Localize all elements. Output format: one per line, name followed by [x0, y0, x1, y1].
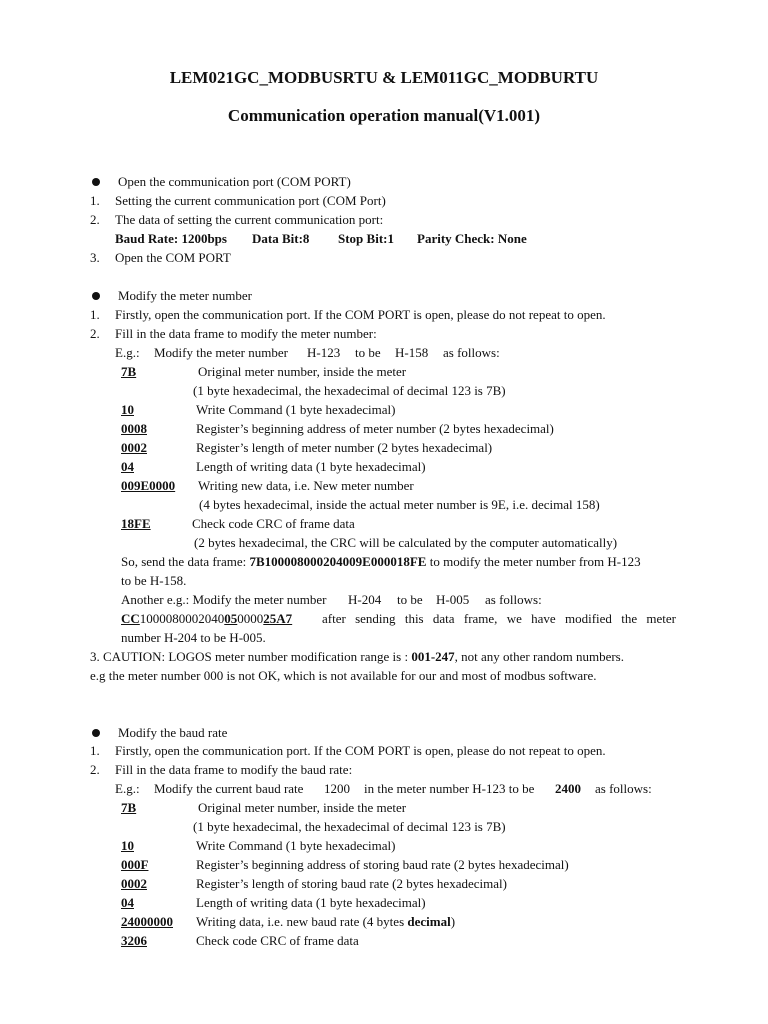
example-text: as follows:	[595, 781, 652, 796]
another-frame-continuation: number H-204 to be H-005.	[121, 630, 266, 645]
frame-description-note: (1 byte hexadecimal, the hexadecimal of decimal 123 is 7B)	[193, 383, 506, 398]
bullet-icon	[92, 729, 100, 737]
meter-range-value: 001-247	[411, 649, 455, 664]
frame-code: 10	[121, 402, 134, 417]
list-number: 1.	[90, 193, 100, 208]
another-example-text: to be	[397, 592, 423, 607]
frame-description: Length of writing data (1 byte hexadecimal)	[196, 895, 426, 910]
list-number: 1.	[90, 743, 100, 758]
setting-stop-bit: Stop Bit:1	[338, 231, 394, 246]
list-item-text: Fill in the data frame to modify the meter number:	[115, 326, 377, 341]
frame-description-note: (4 bytes hexadecimal, inside the actual meter number is 9E, i.e. decimal 158)	[199, 497, 600, 512]
frame-description-note: (2 bytes hexadecimal, the CRC will be calculated by the computer automatically)	[194, 535, 618, 550]
bullet-icon	[92, 178, 100, 186]
caution-note: e.g the meter number 000 is not OK, which is not available for our and most of modbus software.	[90, 668, 597, 683]
frame-code: 04	[121, 459, 134, 474]
example-label: E.g.:	[115, 781, 140, 796]
list-item-text: Open the COM PORT	[115, 250, 231, 265]
frame-description: Write Command (1 byte hexadecimal)	[196, 838, 396, 853]
frame-code: 04	[121, 895, 134, 910]
send-frame-line: So, send the data frame: 7B100008000204009E000018FE to modify the meter number from H-123	[121, 554, 641, 569]
frame-description: Register’s length of meter number (2 bytes hexadecimal)	[196, 440, 493, 455]
setting-data-bit: Data Bit:8	[252, 231, 310, 246]
document-title: LEM021GC_MODBUSRTU & LEM011GC_MODBURTU	[169, 68, 599, 87]
frame-description: Check code CRC of frame data	[192, 516, 355, 531]
frame-description: Write Command (1 byte hexadecimal)	[196, 402, 396, 417]
frame-description: Writing data, i.e. new baud rate (4 bytes decimal)	[196, 914, 456, 929]
frame-description: Register’s beginning address of meter number (2 bytes hexadecimal)	[196, 421, 554, 436]
another-example-text: as follows:	[485, 592, 542, 607]
frame-code: 0002	[121, 876, 147, 891]
section-heading-baud-rate: Modify the baud rate	[118, 725, 228, 740]
frame-code: 24000000	[121, 914, 173, 929]
frame-description: Check code CRC of frame data	[196, 933, 359, 948]
frame-code: 009E0000	[121, 478, 176, 493]
list-number: 2.	[90, 762, 100, 777]
example-text: 1200	[324, 781, 350, 796]
list-number: 2.	[90, 212, 100, 227]
section-heading-com-port: Open the communication port (COM PORT)	[118, 174, 351, 189]
example-text: H-123	[307, 345, 341, 360]
list-item-text: Firstly, open the communication port. If the COM PORT is open, please do not repeat to open.	[115, 743, 606, 758]
frame-code: 10	[121, 838, 134, 853]
frame-description: Original meter number, inside the meter	[198, 800, 407, 815]
another-frame-explanation: after sending this data frame, we have modified the meter	[322, 611, 676, 626]
caution-line: 3. CAUTION: LOGOS meter number modification range is : 001-247, not any other random numbers.	[90, 649, 624, 664]
frame-description-note: (1 byte hexadecimal, the hexadecimal of decimal 123 is 7B)	[193, 819, 506, 834]
bullet-icon	[92, 292, 100, 300]
example-label: E.g.:	[115, 345, 140, 360]
frame-description: Register’s beginning address of storing baud rate (2 bytes hexadecimal)	[196, 857, 569, 872]
send-frame-continuation: to be H-158.	[121, 573, 187, 588]
list-number: 3.	[90, 250, 100, 265]
example-text: H-158	[395, 345, 429, 360]
frame-code: 18FE	[121, 516, 151, 531]
section-heading-meter-number: Modify the meter number	[118, 288, 252, 303]
frame-description: Original meter number, inside the meter	[198, 364, 407, 379]
frame-description: Register’s length of storing baud rate (2 bytes hexadecimal)	[196, 876, 507, 891]
example-text: Modify the meter number	[154, 345, 288, 360]
frame-code: 0008	[121, 421, 147, 436]
frame-code: 7B	[121, 800, 137, 815]
setting-parity: Parity Check: None	[417, 231, 527, 246]
list-item-text: Fill in the data frame to modify the baud rate:	[115, 762, 353, 777]
frame-description: Length of writing data (1 byte hexadecimal)	[196, 459, 426, 474]
example-text: to be	[355, 345, 381, 360]
example-text: as follows:	[443, 345, 500, 360]
setting-baud-rate: Baud Rate: 1200bps	[115, 231, 227, 246]
list-item-text: The data of setting the current communication port:	[115, 212, 384, 227]
another-example-text: Another e.g.: Modify the meter number	[121, 592, 327, 607]
example-text: Modify the current baud rate	[154, 781, 304, 796]
document-subtitle: Communication operation manual(V1.001)	[227, 106, 541, 125]
frame-code: 0002	[121, 440, 147, 455]
frame-description: Writing new data, i.e. New meter number	[198, 478, 414, 493]
another-example-text: H-005	[436, 592, 470, 607]
example-target-baud: 2400	[555, 781, 581, 796]
frame-code: 000F	[121, 857, 149, 872]
list-item-text: Firstly, open the communication port. If the COM PORT is open, please do not repeat to open.	[115, 307, 606, 322]
another-example-text: H-204	[348, 592, 382, 607]
example-text: in the meter number H-123 to be	[364, 781, 535, 796]
list-item-text: Setting the current communication port (COM Port)	[115, 193, 386, 208]
data-frame-value: 7B100008000204009E000018FE	[249, 554, 427, 569]
list-number: 1.	[90, 307, 100, 322]
frame-code: 3206	[121, 933, 147, 948]
another-frame-value: CC100008000204005000025A7	[121, 611, 293, 626]
frame-code: 7B	[121, 364, 137, 379]
list-number: 2.	[90, 326, 100, 341]
